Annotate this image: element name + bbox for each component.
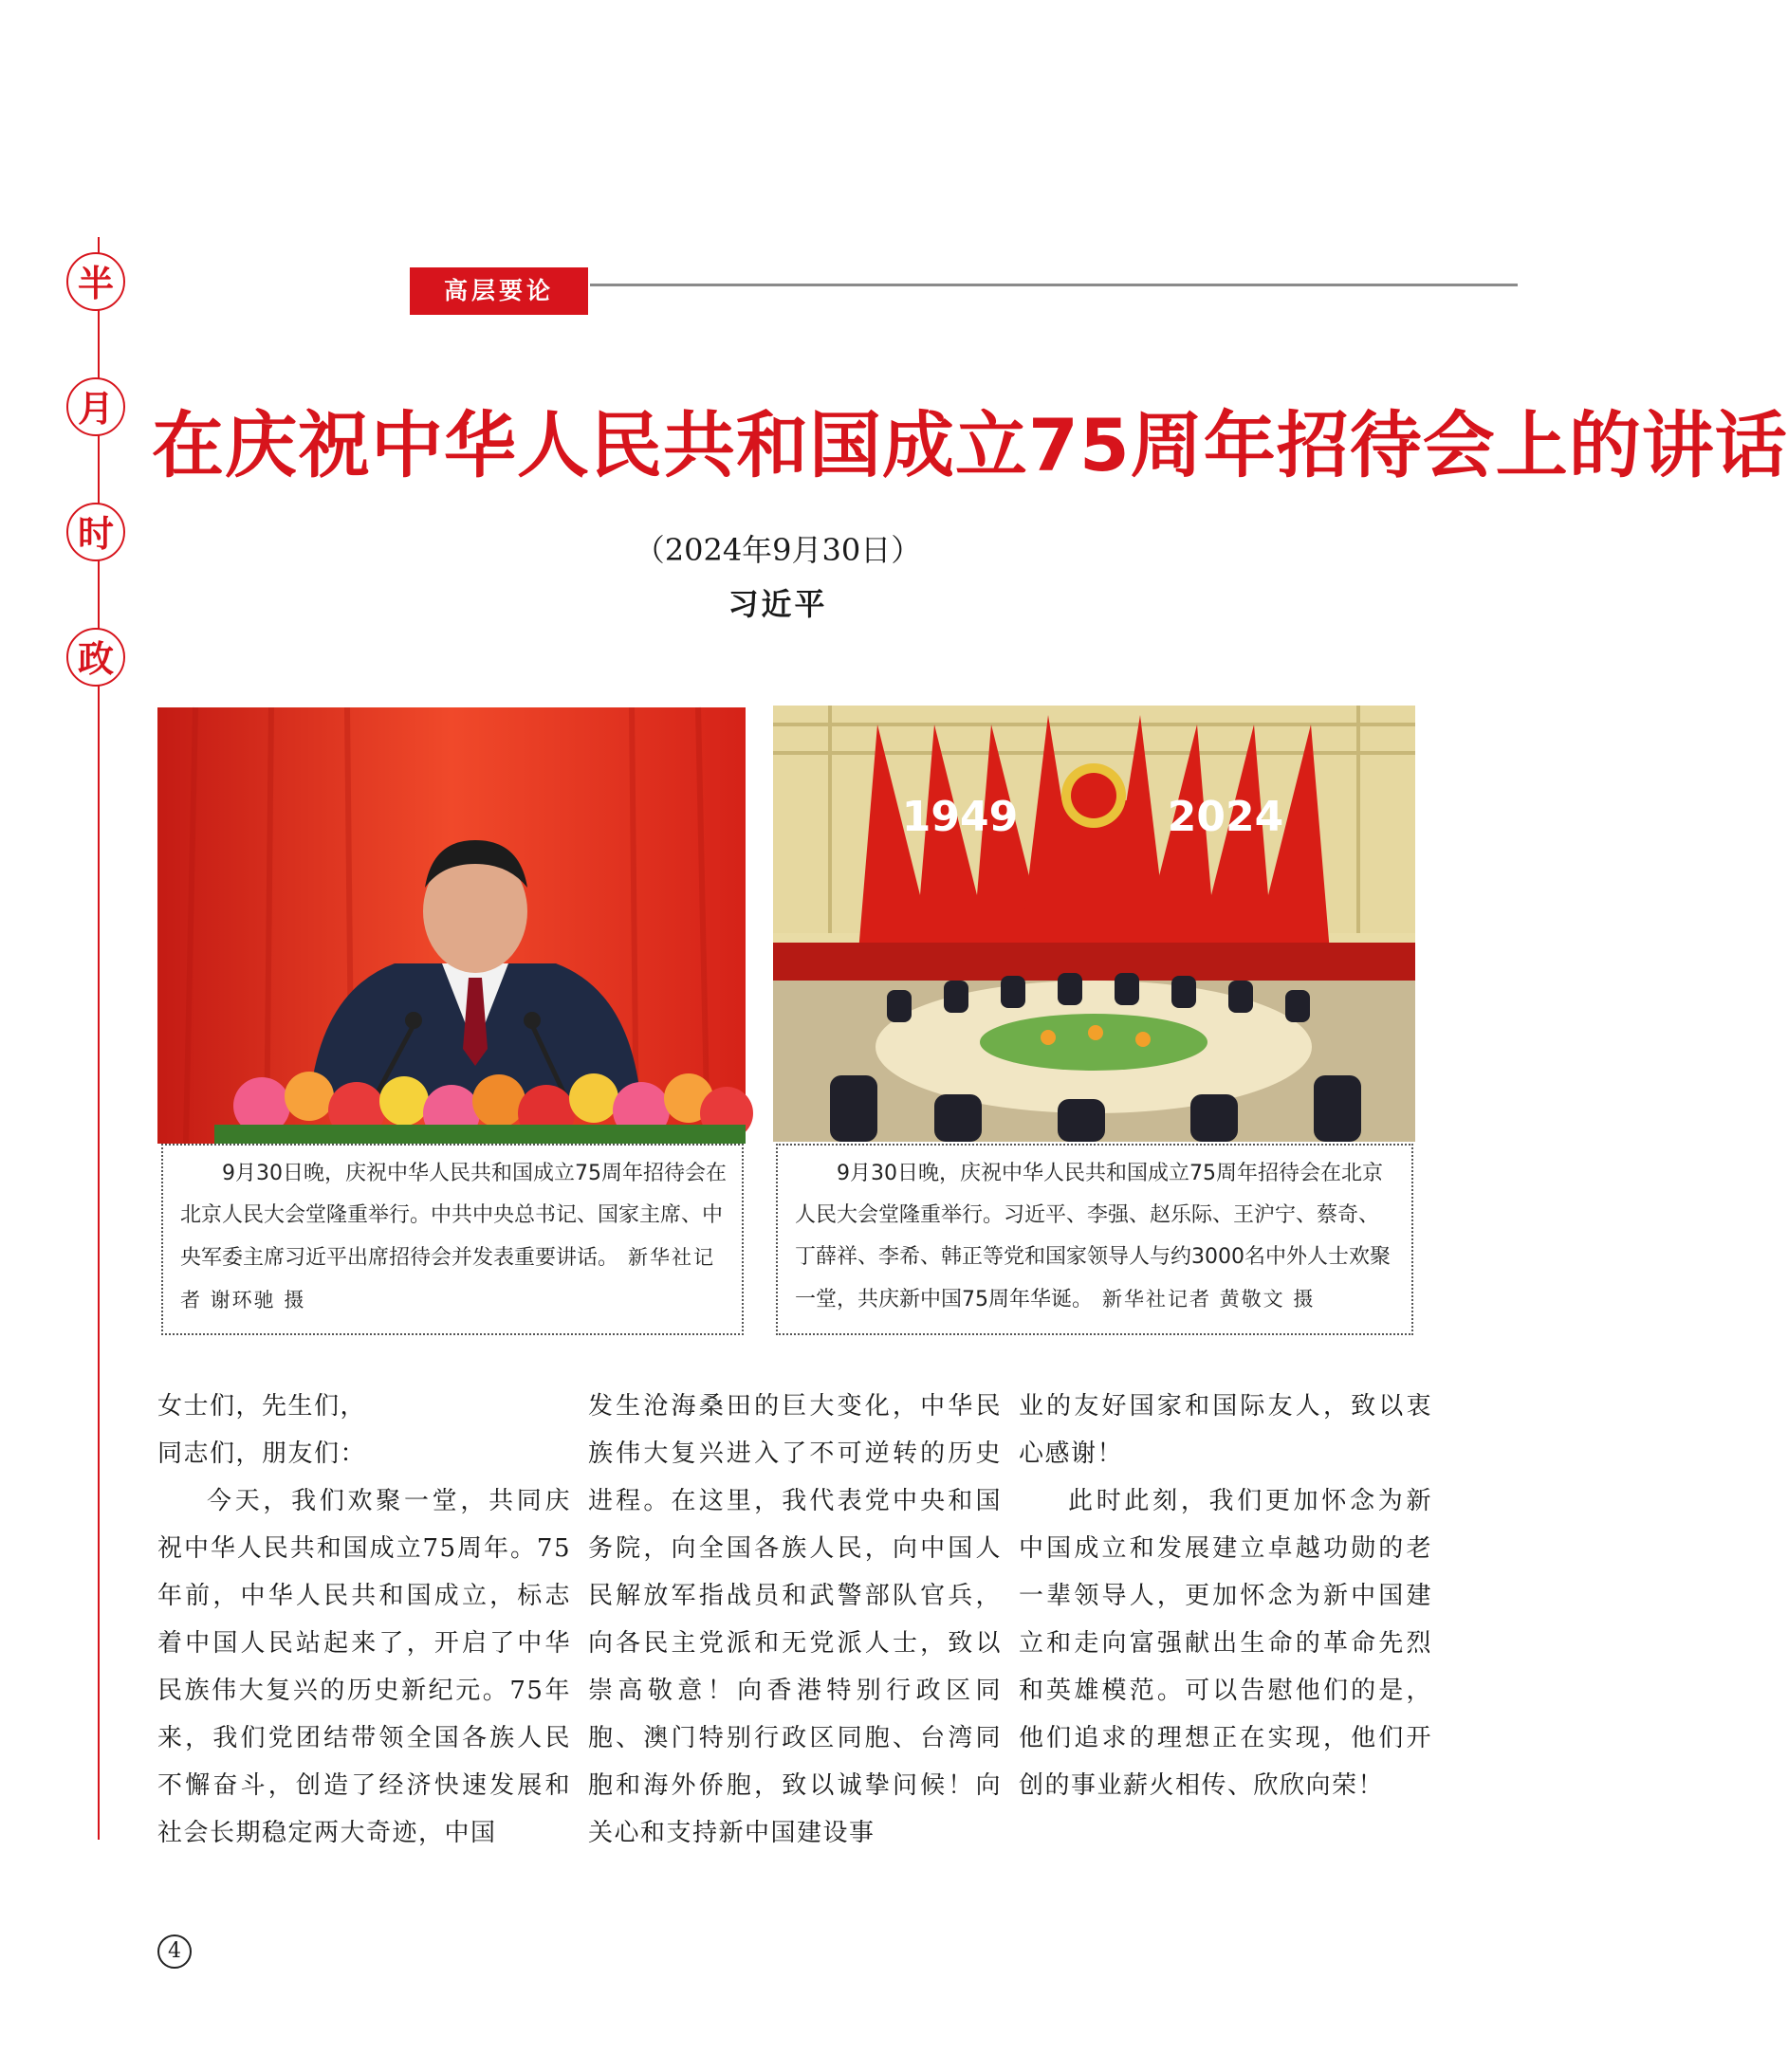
paragraph: 此时此刻，我们更加怀念为新中国成立和发展建立卓越功勋的老一辈领导人，更加怀念为新中国建立和走向富强献出生命的革命先烈和英雄模范。可以告慰他们的是，他们追求的理想正在实现，他们开创的事业薪火相传、欣欣向荣！ <box>1019 1487 1432 1800</box>
section-divider <box>590 284 1518 286</box>
photo-speaker-illustration <box>157 707 746 1144</box>
paragraph-continued: 发生沧海桑田的巨大变化，中华民族伟大复兴进入了不可逆转的历史进程。在这里，我代表党中央和国务院，向全国各族人民，向中国人民解放军指战员和武警部队官兵，向各民主党派和无党派人士，致以崇高敬意！向香港特别行政区同胞、澳门特别行政区同胞、台湾同胞和海外侨胞，致以诚挚问候！向关心和支持新中国建设事 <box>588 1392 1002 1847</box>
caption-right-credit: 新华社记者 黄敬文 摄 <box>1102 1288 1316 1311</box>
brand-char-1: 半 <box>66 252 125 311</box>
body-column-1 <box>157 1383 571 1857</box>
brand-char-3: 时 <box>66 503 125 561</box>
photo-speaker <box>157 707 746 1144</box>
article-title: 在庆祝中华人民共和国成立75周年招待会上的讲话 <box>152 403 1788 487</box>
brand-char-2: 月 <box>66 377 125 436</box>
banner-year-left: 1949 <box>901 793 1019 841</box>
article-date: （2024年9月30日） <box>634 532 922 568</box>
photo-banquet <box>773 706 1415 1142</box>
caption-left-credit: 新华社记者 谢环驰 摄 <box>180 1246 716 1311</box>
caption-left-text: 9月30日晚，庆祝中华人民共和国成立75周年招待会在北京人民大会堂隆重举行。中共中央总书记、国家主席、中央军委主席习近平出席招待会并发表重要讲话。 <box>180 1162 727 1270</box>
banner-year-right: 2024 <box>1167 793 1284 841</box>
body-column-2 <box>588 1383 1002 1857</box>
caption-right-text: 9月30日晚，庆祝中华人民共和国成立75周年招待会在北京人民大会堂隆重举行。习近平、李强、赵乐际、王沪宁、蔡奇、丁薛祥、李希、韩正等党和国家领导人与约3000名中外人士欢聚一堂，共庆新中国75周年华诞。 <box>795 1162 1391 1311</box>
body-column-3 <box>1019 1383 1432 1809</box>
article-author: 习近平 <box>728 586 828 622</box>
photo-caption-right <box>776 1144 1413 1335</box>
page-number: 4 <box>157 1934 192 1969</box>
salutation-1: 女士们，先生们， <box>157 1392 367 1421</box>
photo-caption-left <box>161 1144 744 1335</box>
salutation-2: 同志们，朋友们： <box>157 1439 367 1468</box>
brand-vertical-line <box>98 237 100 1840</box>
photo-banquet-illustration <box>773 706 1415 1142</box>
section-tag: 高层要论 <box>410 267 588 315</box>
paragraph: 今天，我们欢聚一堂，共同庆祝中华人民共和国成立75周年。75年前，中华人民共和国成立，标志着中国人民站起来了，开启了中华民族伟大复兴的历史新纪元。75年来，我们党团结带领全国各族人民不懈奋斗，创造了经济快速发展和社会长期稳定两大奇迹，中国 <box>157 1487 571 1847</box>
paragraph-continued: 业的友好国家和国际友人，致以衷心感谢！ <box>1019 1392 1432 1468</box>
brand-char-4: 政 <box>66 628 125 687</box>
